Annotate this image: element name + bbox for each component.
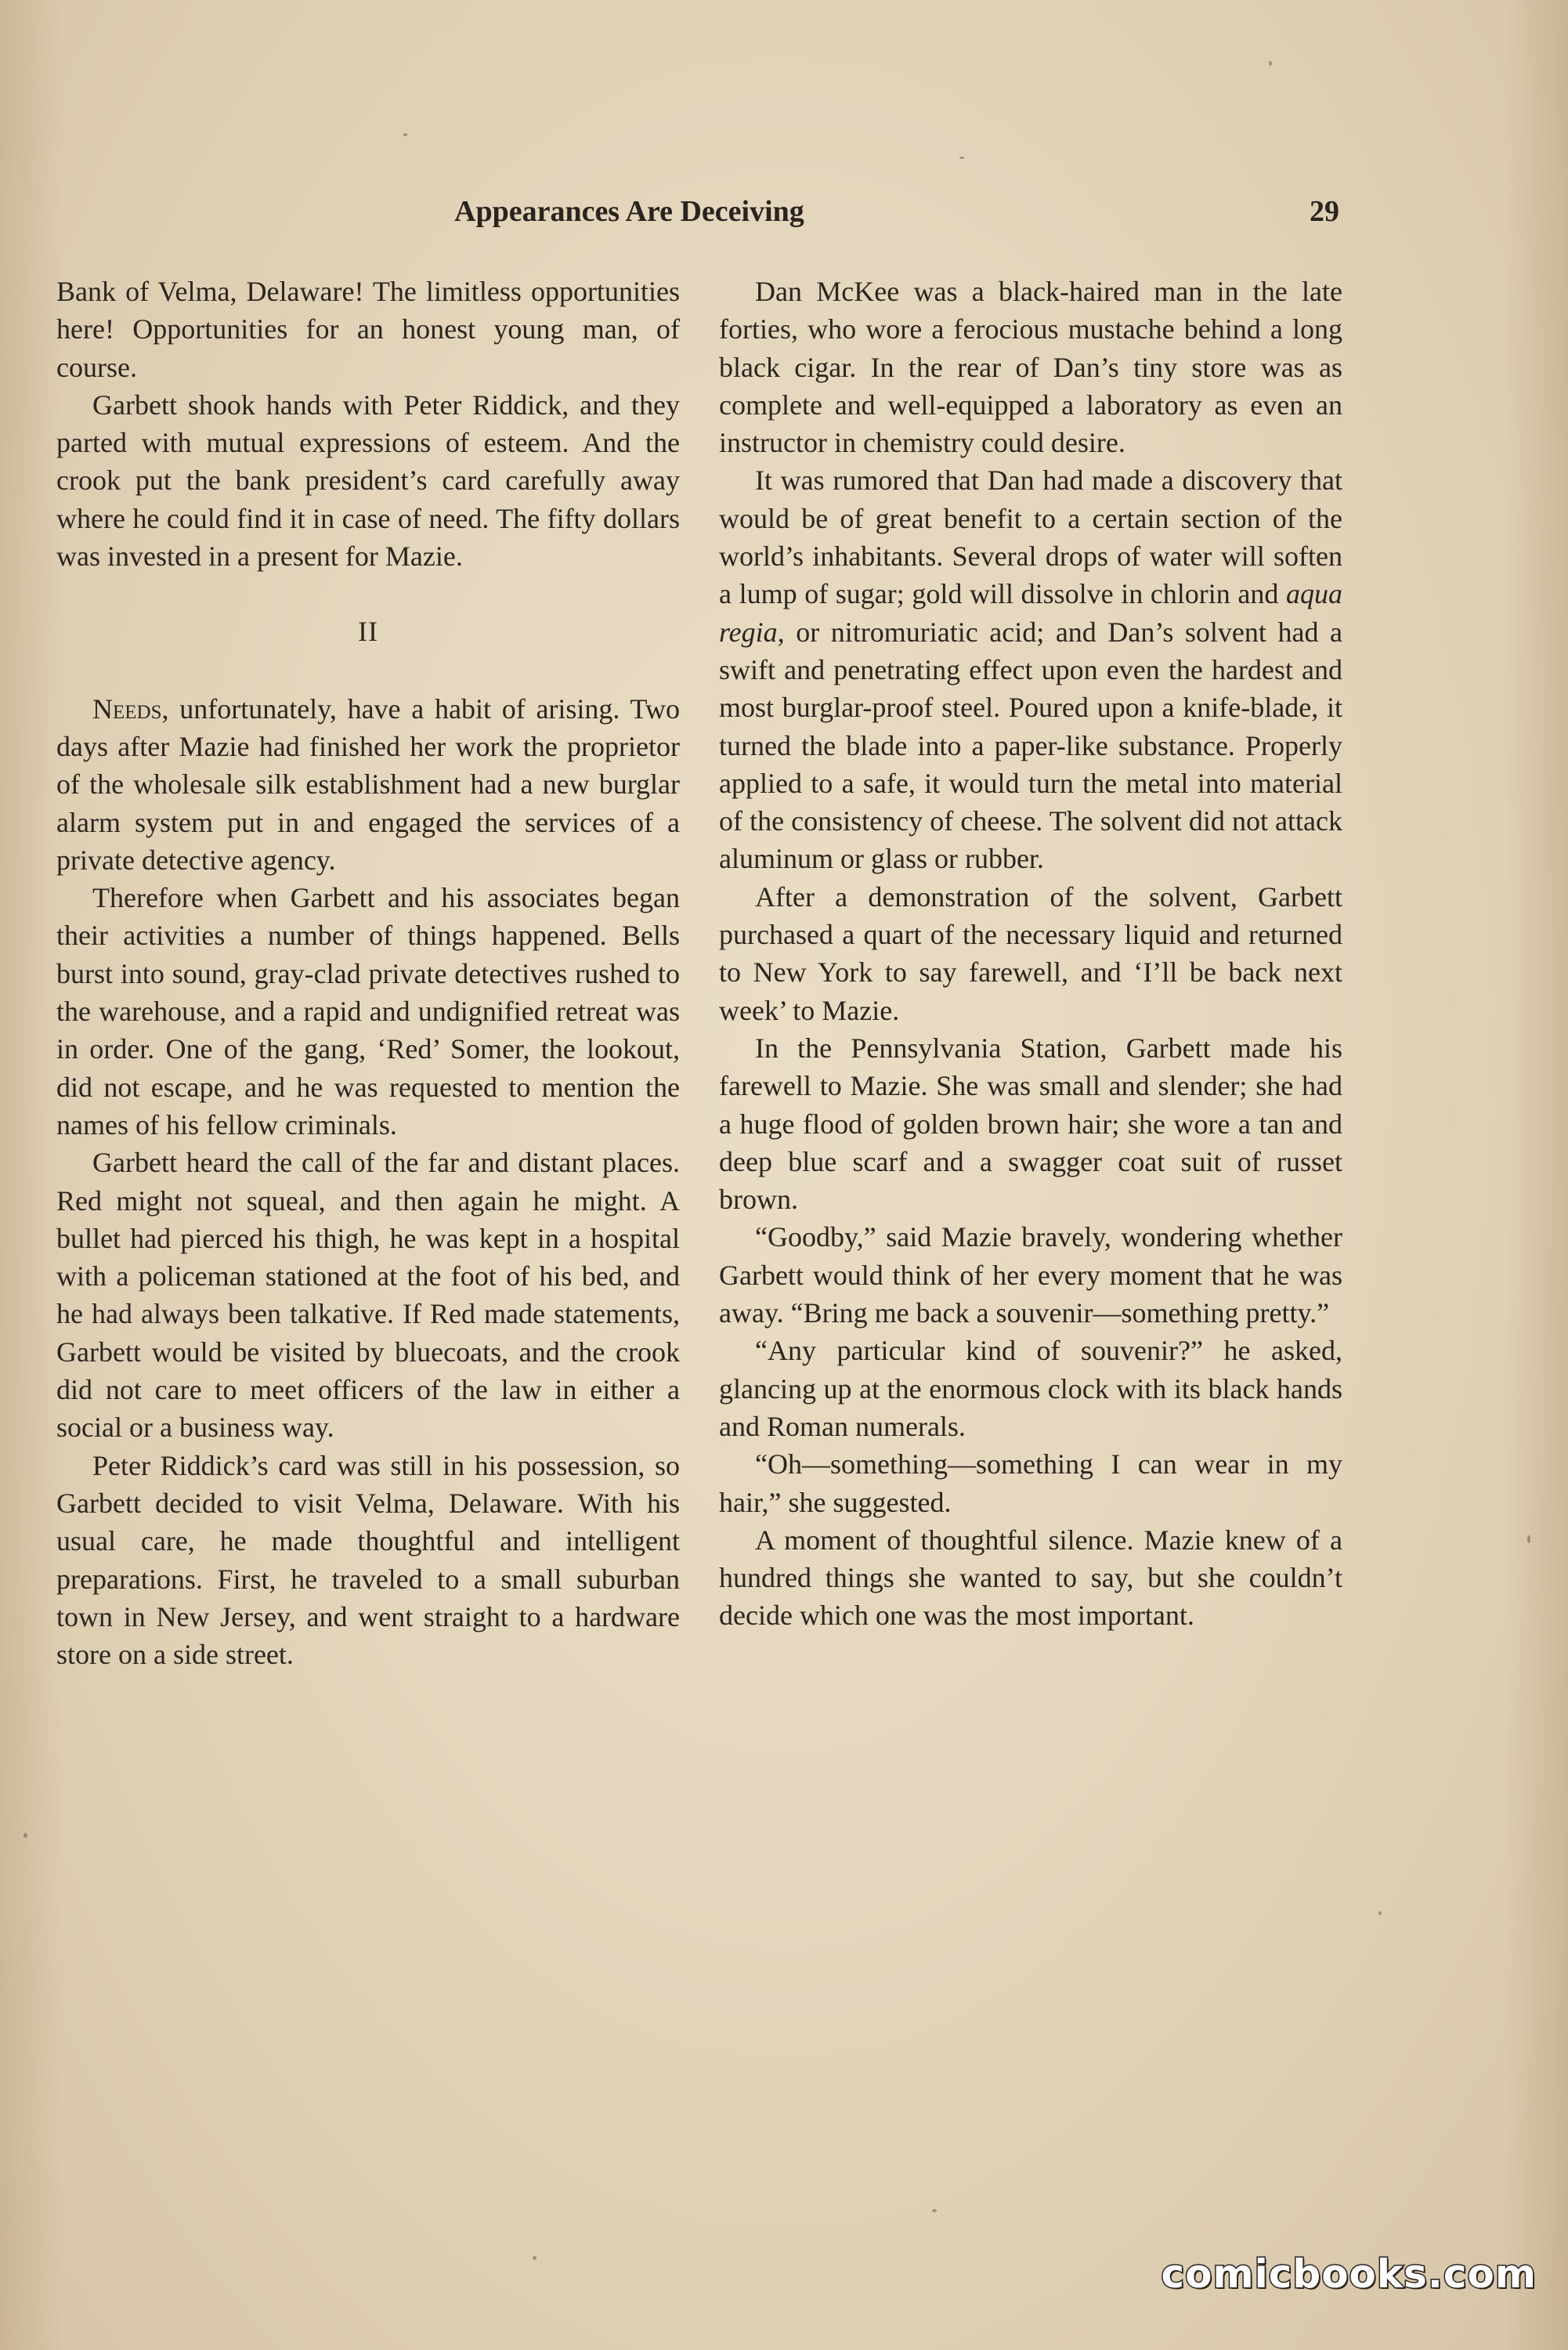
paper-speck: [1527, 1535, 1530, 1543]
drop-word: Needs,: [92, 692, 169, 725]
left-column: [56, 273, 680, 1673]
page-number: 29: [1310, 195, 1339, 228]
paragraph: “Oh—something—something I can wear in my hair,” she suggested.: [719, 1448, 1342, 1518]
paper-speck: [932, 2209, 937, 2212]
paragraph: Therefore when Garbett and his associates began their activities a number of things happened. Bells burst into sound, gray-clad private detectives rushed to the warehouse, and a rapid and undignified retreat was in order. One of the gang, ‘Red’ Somer, the lookout, did not escape, and he was requested to mention the names of his fellow criminals.: [56, 882, 680, 1141]
paper-speck: [403, 133, 407, 136]
paragraph: A moment of thoughtful silence. Mazie knew of a hundred things she wanted to say, but she couldn’t decide which one was the most important.: [719, 1524, 1342, 1632]
section-number: II: [358, 616, 378, 648]
paper-speck: [23, 1833, 27, 1838]
paragraph: Garbett heard the call of the far and distant places. Red might not squeal, and then again he might. A bullet had pierced his thigh, he was kept in a hospital with a policeman stationed at the foot of his bed, and he had always been talkative. If Red made statements, Garbett would be visited by bluecoats, and the crook did not care to meet officers of the law in either a social or a business way.: [56, 1147, 680, 1444]
paragraph-text: or nitromuriatic acid; and Dan’s solvent had a swift and penetrating effect upon even the hardest and most burglar-proof steel. Poured upon a knife-blade, it turned the blade into a paper-like substance. Properly applied to a safe, it would turn the metal into material of the consistency of cheese. The solvent did not attack aluminum or glass or rubber.: [719, 616, 1342, 875]
paragraph-text: unfortunately, have a habit of arising. Two days after Mazie had finished her work the proprietor of the wholesale silk establishment had a new burglar alarm system put in and engaged the services of a private detective agency.: [56, 692, 680, 876]
right-column: [719, 273, 1342, 1635]
paragraph: Bank of Velma, Delaware! The limitless opportunities here! Opportunities for an honest young man, of course.: [56, 276, 680, 383]
italic-term: aqua regia,: [719, 578, 1342, 648]
paragraph: In the Pennsylvania Station, Garbett made his farewell to Mazie. She was small and slender; she had a huge flood of golden brown hair; she wore a tan and deep blue scarf and a swagger coat suit of russet brown.: [719, 1032, 1342, 1216]
paragraph: After a demonstration of the solvent, Garbett purchased a quart of the necessary liquid and returned to New York to say farewell, and ‘I’ll be back next week’ to Mazie.: [719, 880, 1342, 1026]
paragraph: [56, 690, 680, 879]
paper-speck: [1269, 61, 1272, 66]
paragraph: “Any particular kind of souvenir?” he asked, glancing up at the enormous clock with its black hands and Roman numerals.: [719, 1335, 1342, 1442]
paragraph: Dan McKee was a black-haired man in the late forties, who wore a ferocious mustache behind a long black cigar. In the rear of Dan’s tiny store was as complete and well-equipped a laboratory as even an instructor in chemistry could desire.: [719, 276, 1342, 459]
running-title: Appearances Are Deceiving: [454, 195, 804, 228]
paragraph: [719, 461, 1342, 877]
paragraph: Peter Riddick’s card was still in his possession, so Garbett decided to visit Velma, Delaware. With his usual care, he made thoughtful and intelligent preparations. First, he traveled to a small suburban town in New Jersey, and went straight to a hardware store on a side street.: [56, 1449, 680, 1671]
paragraph-text: It was rumored that Dan had made a discovery that would be of great benefit to a certain section of the world’s inhabitants. Several drops of water will soften a lump of sugar; gold will dissolve in chlorin and: [719, 465, 1342, 610]
site-watermark: comicbooks.com: [1161, 2251, 1537, 2297]
paper-speck: [1378, 1911, 1382, 1915]
paragraph: Garbett shook hands with Peter Riddick, and they parted with mutual expressions of esteem. And the crook put the bank president’s card carefully away where he could find it in case of need. The fifty dollars was invested in a present for Mazie.: [56, 389, 680, 573]
paper-speck: [959, 157, 964, 159]
running-head: [454, 194, 1339, 241]
paragraph: “Goodby,” said Mazie bravely, wondering whether Garbett would think of her every moment that he was away. “Bring me back a souvenir—something pretty.”: [719, 1221, 1342, 1329]
paper-speck: [533, 2256, 537, 2260]
